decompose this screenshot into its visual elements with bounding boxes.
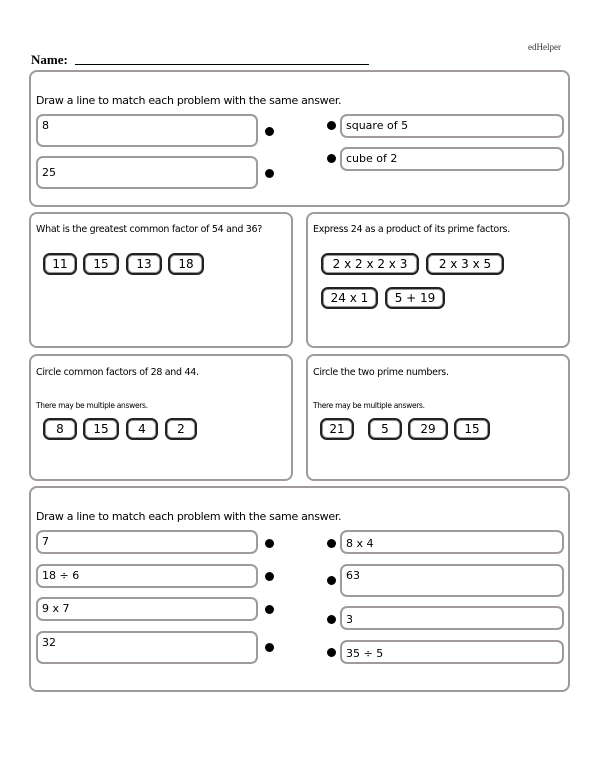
primes-panel <box>306 354 570 481</box>
common-factors-question: Circle common factors of 28 and 44. <box>36 367 199 378</box>
answer-choice[interactable]: 13 <box>126 253 162 275</box>
match-panel-2 <box>29 486 570 692</box>
name-field[interactable] <box>75 64 369 65</box>
match-instruction: Draw a line to match each problem with the same answer. <box>36 94 342 107</box>
match-right-item: square of 5 <box>340 114 564 138</box>
match-dot[interactable] <box>265 127 274 136</box>
prime-factors-question: Express 24 as a product of its prime factors. <box>313 224 510 235</box>
brand-label: edHelper <box>528 42 561 52</box>
answer-choice[interactable]: 15 <box>83 253 119 275</box>
prime-factors-panel <box>306 212 570 348</box>
gcf-panel <box>29 212 293 348</box>
answer-choice[interactable]: 15 <box>454 418 490 440</box>
match-dot[interactable] <box>265 572 274 581</box>
match-right-item: 63 <box>340 564 564 597</box>
answer-choice[interactable]: 11 <box>43 253 77 275</box>
answer-choice[interactable]: 2 x 3 x 5 <box>426 253 504 275</box>
answer-choice[interactable]: 21 <box>320 418 354 440</box>
multiple-answers-note: There may be multiple answers. <box>313 401 425 410</box>
match-dot[interactable] <box>265 605 274 614</box>
match-left-item: 8 <box>36 114 258 147</box>
gcf-question: What is the greatest common factor of 54 and 36? <box>36 224 263 235</box>
match-left-item: 18 ÷ 6 <box>36 564 258 588</box>
match-panel-1 <box>29 70 570 207</box>
match-left-item: 9 x 7 <box>36 597 258 621</box>
match-right-item: 8 x 4 <box>340 530 564 554</box>
answer-choice[interactable]: 24 x 1 <box>321 287 378 309</box>
match-right-item: 35 ÷ 5 <box>340 640 564 664</box>
match-dot[interactable] <box>327 615 336 624</box>
match-dot[interactable] <box>327 576 336 585</box>
answer-choice[interactable]: 2 x 2 x 2 x 3 <box>321 253 419 275</box>
answer-choice[interactable]: 2 <box>165 418 197 440</box>
match-instruction: Draw a line to match each problem with the same answer. <box>36 510 342 523</box>
answer-choice[interactable]: 4 <box>126 418 158 440</box>
answer-choice[interactable]: 29 <box>408 418 448 440</box>
common-factors-panel <box>29 354 293 481</box>
match-dot[interactable] <box>327 648 336 657</box>
match-left-item: 7 <box>36 530 258 554</box>
match-dot[interactable] <box>265 169 274 178</box>
match-dot[interactable] <box>327 154 336 163</box>
answer-choice[interactable]: 15 <box>83 418 119 440</box>
match-dot[interactable] <box>327 539 336 548</box>
name-label: Name: <box>31 52 68 67</box>
match-left-item: 25 <box>36 156 258 189</box>
answer-choice[interactable]: 5 <box>368 418 402 440</box>
primes-question: Circle the two prime numbers. <box>313 367 449 378</box>
match-dot[interactable] <box>265 643 274 652</box>
match-dot[interactable] <box>327 121 336 130</box>
match-right-item: cube of 2 <box>340 147 564 171</box>
match-left-item: 32 <box>36 631 258 664</box>
answer-choice[interactable]: 18 <box>168 253 204 275</box>
answer-choice[interactable]: 8 <box>43 418 77 440</box>
answer-choice[interactable]: 5 + 19 <box>385 287 445 309</box>
multiple-answers-note: There may be multiple answers. <box>36 401 148 410</box>
match-right-item: 3 <box>340 606 564 630</box>
match-dot[interactable] <box>265 539 274 548</box>
